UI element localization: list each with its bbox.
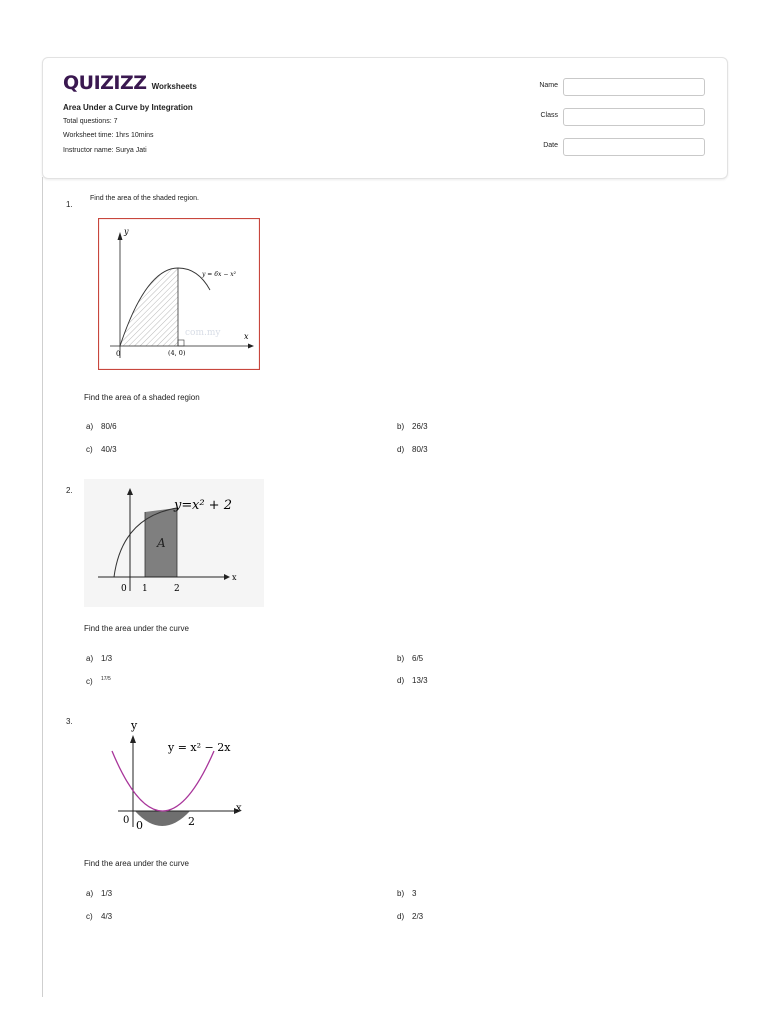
shaded-region (135, 811, 190, 826)
class-field[interactable] (563, 108, 705, 126)
parabola-curve (112, 751, 214, 811)
question-1-instruction: Find the area of the shaded region. (90, 195, 199, 202)
question-1-option-a[interactable]: a) 80/6 (86, 422, 117, 431)
quizizz-logo (63, 72, 197, 94)
x-axis-label: x (232, 573, 237, 582)
page-left-border (42, 177, 43, 997)
question-1-prompt: Find the area of a shaded region (84, 393, 200, 402)
worksheet-title: Area Under a Curve by Integration (63, 103, 193, 112)
question-3-option-a[interactable]: a) 1/3 (86, 889, 113, 898)
x-axis-label: x (244, 332, 249, 341)
y-axis-arrow (130, 735, 136, 743)
total-questions: Total questions: 7 (63, 118, 118, 125)
class-label: Class (540, 112, 558, 119)
question-2-figure (84, 479, 264, 607)
y-axis-label: y (124, 227, 129, 236)
date-field[interactable] (563, 138, 705, 156)
date-label: Date (543, 142, 558, 149)
question-1-option-d[interactable]: d) 80/3 (397, 445, 428, 454)
origin-label: 0 (121, 584, 127, 594)
tick-label-1: 1 (142, 584, 148, 594)
figure-frame (99, 219, 260, 370)
region-label: A (157, 536, 166, 550)
curve-label-expression: x² + 2 (192, 498, 232, 513)
name-field[interactable] (563, 78, 705, 96)
question-2-prompt: Find the area under the curve (84, 624, 189, 633)
question-2-option-b[interactable]: b) 6/5 (397, 654, 424, 663)
origin-label: 0 (123, 815, 130, 826)
worksheet-time: Worksheet time: 1hrs 10mins (63, 132, 154, 139)
curve-label-y: y= (174, 498, 193, 513)
question-2-option-a[interactable]: a) 1/3 (86, 654, 113, 663)
logo-subtitle: Worksheets (151, 82, 197, 91)
question-1-figure (98, 218, 260, 370)
point-label: (4, 0) (168, 349, 186, 357)
x-axis-label: x (236, 803, 242, 814)
logo-wordmark: QUIZIZZ (63, 72, 147, 94)
question-1-option-b[interactable]: b) 26/3 (397, 422, 428, 431)
question-3-number: 3. (66, 717, 73, 726)
question-3-prompt: Find the area under the curve (84, 859, 189, 868)
question-3-option-b[interactable]: b) 3 (397, 889, 417, 898)
question-3-option-d[interactable]: d) 2/3 (397, 912, 424, 921)
tick-label-0: 0 (136, 819, 143, 832)
curve-equation-label: y = 6x − x² (202, 271, 237, 278)
question-2-option-d[interactable]: d) 13/3 (397, 676, 428, 685)
tick-label-2: 2 (188, 815, 195, 828)
worksheet-header (42, 57, 728, 179)
question-1-number: 1. (66, 200, 73, 209)
curve-equation-label: y = x² − 2x (168, 741, 231, 754)
question-3-option-c[interactable]: c) 4/3 (86, 912, 113, 921)
tick-label-2: 2 (174, 584, 180, 594)
figure-watermark: com.my (185, 328, 221, 338)
question-3-figure (104, 715, 254, 839)
y-axis-label: y (131, 719, 138, 732)
question-2-option-c[interactable]: c) $^{17/5}$ (86, 676, 111, 686)
name-label: Name (539, 82, 558, 89)
question-2-number: 2. (66, 486, 73, 495)
origin-label: 0 (116, 350, 121, 358)
instructor-name: Instructor name: Surya Jati (63, 147, 147, 154)
question-1-option-c[interactable]: c) 40/3 (86, 445, 117, 454)
